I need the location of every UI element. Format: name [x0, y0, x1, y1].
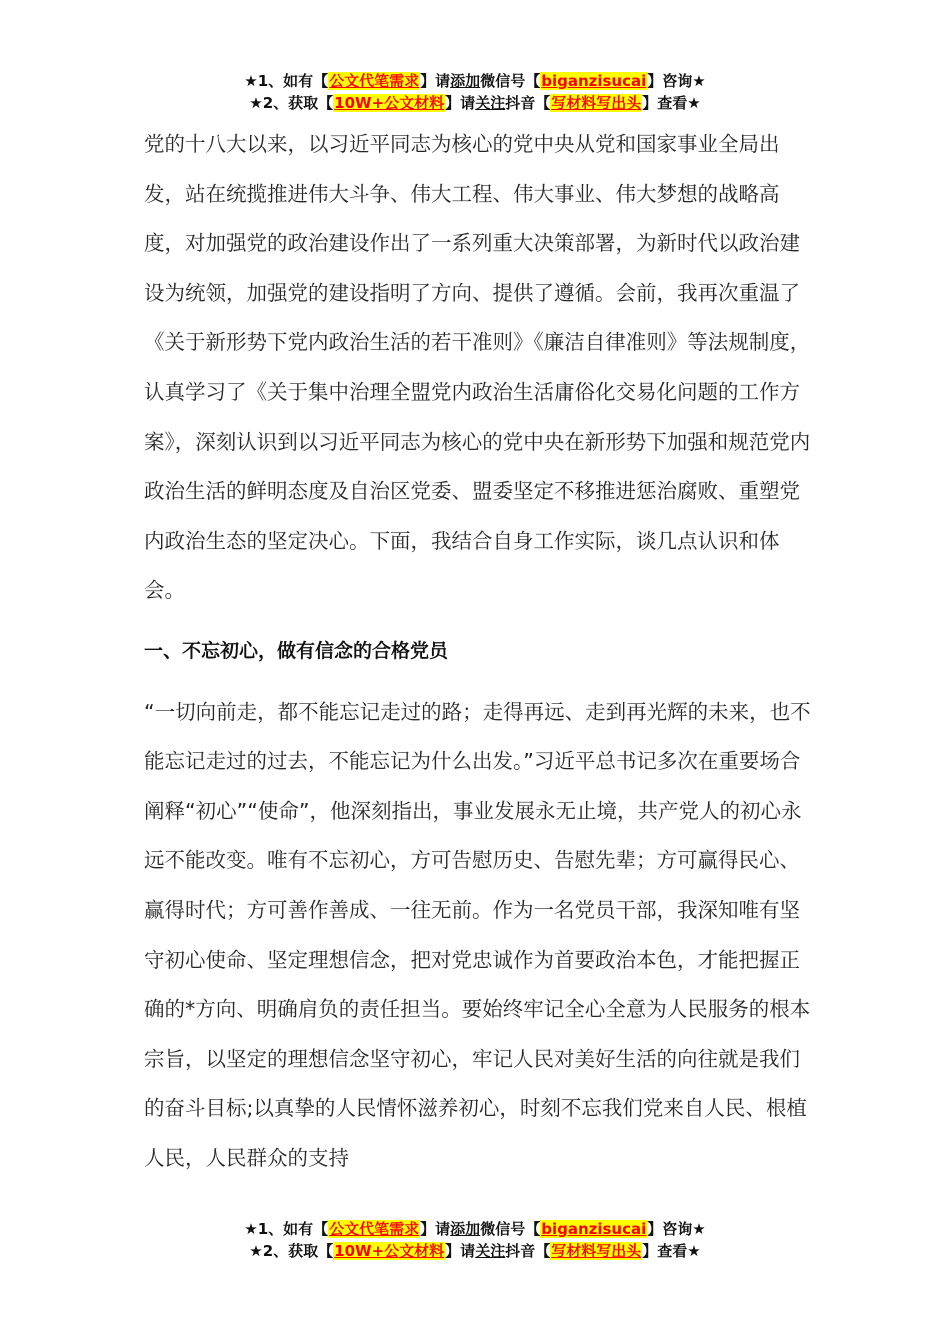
- header-promo-banner: [0, 70, 950, 114]
- promo-line-1: [0, 70, 950, 92]
- document-body: [144, 120, 814, 1183]
- promo-highlight: 10W+公文材料: [334, 94, 445, 112]
- promo-underlined: 添加: [450, 72, 481, 90]
- promo-text: 】咨询: [647, 72, 693, 90]
- promo-text: 2、获取【: [262, 1242, 334, 1260]
- section-heading: 一、不忘初心，做有信念的合格党员: [144, 639, 449, 662]
- promo-underlined: 关注: [475, 1242, 506, 1260]
- promo-highlight: 10W+公文材料: [334, 1242, 445, 1260]
- promo-douyin-id: 写材料写出头: [551, 1242, 642, 1260]
- promo-douyin-id: 写材料写出头: [551, 94, 642, 112]
- promo-underlined: 添加: [450, 1220, 481, 1238]
- promo-text: 】查看: [642, 94, 688, 112]
- paragraph: 党的十八大以来，以习近平同志为核心的党中央从党和国家事业全局出发，站在统揽推进伟大斗争、伟大工程、伟大事业、伟大梦想的战略高度，对加强党的政治建设作出了一系列重大决策部署，为新时代以政治建设为统领，加强党的建设指明了方向、提供了遵循。会前，我再次重温了《关于新形势下党内政治生活的若干准则》《廉洁自律准则》等法规制度，认真学习了《关于集中治理全盟党内政治生活庸俗化交易化问题的工作方案》，深刻认识到以习近平同志为核心的党中央在新形势下加强和规范党内政治生活的鲜明态度及自治区党委、盟委坚定不移推进惩治腐败、重塑党内政治生态的坚定决心。下面，我结合自身工作实际，谈几点认识和体会。: [144, 132, 811, 603]
- star-icon: ★: [687, 94, 701, 112]
- promo-text: 】请: [445, 94, 476, 112]
- promo-highlight: 公文代笔需求: [329, 72, 420, 90]
- promo-underlined: 关注: [475, 94, 506, 112]
- footer-promo-banner: [0, 1218, 950, 1262]
- star-icon: ★: [249, 94, 263, 112]
- promo-text: 1、如有【: [257, 72, 329, 90]
- promo-text: 微信号【: [480, 1220, 541, 1238]
- promo-text: 2、获取【: [262, 94, 334, 112]
- promo-text: 】查看: [642, 1242, 688, 1260]
- promo-text: 】请: [420, 72, 451, 90]
- star-icon: ★: [692, 1220, 706, 1238]
- promo-text: 抖音【: [505, 1242, 551, 1260]
- star-icon: ★: [244, 72, 258, 90]
- promo-text: 】请: [420, 1220, 451, 1238]
- star-icon: ★: [244, 1220, 258, 1238]
- promo-line-2: [0, 92, 950, 114]
- promo-text: 】咨询: [647, 1220, 693, 1238]
- paragraph: “一切向前走，都不能忘记走过的路；走得再远、走到再光辉的未来，也不能忘记走过的过去，不能忘记为什么出发。”习近平总书记多次在重要场合阐释“初心”“使命”，他深刻指出，事业发展永无止境，共产党人的初心永远不能改变。唯有不忘初心，方可告慰历史、告慰先辈；方可赢得民心、赢得时代；方可善作善成、一往无前。作为一名党员干部，我深知唯有坚守初心使命、坚定理想信念，把对党忠诚作为首要政治本色，才能把握正确的*方向、明确肩负的责任担当。要始终牢记全心全意为人民服务的根本宗旨，以坚定的理想信念坚守初心，牢记人民对美好生活的向往就是我们的奋斗目标;以真挚的人民情怀滋养初心，时刻不忘我们党来自人民、根植人民，人民群众的支持: [144, 699, 811, 1170]
- promo-wechat-id: biganzisucai: [541, 1220, 647, 1238]
- star-icon: ★: [249, 1242, 263, 1260]
- promo-text: 抖音【: [505, 94, 551, 112]
- star-icon: ★: [687, 1242, 701, 1260]
- promo-text: 】请: [445, 1242, 476, 1260]
- promo-line-2: [0, 1240, 950, 1262]
- promo-highlight: 公文代笔需求: [329, 1220, 420, 1238]
- promo-line-1: [0, 1218, 950, 1240]
- promo-text: 微信号【: [480, 72, 541, 90]
- star-icon: ★: [692, 72, 706, 90]
- promo-text: 1、如有【: [257, 1220, 329, 1238]
- promo-wechat-id: biganzisucai: [541, 72, 647, 90]
